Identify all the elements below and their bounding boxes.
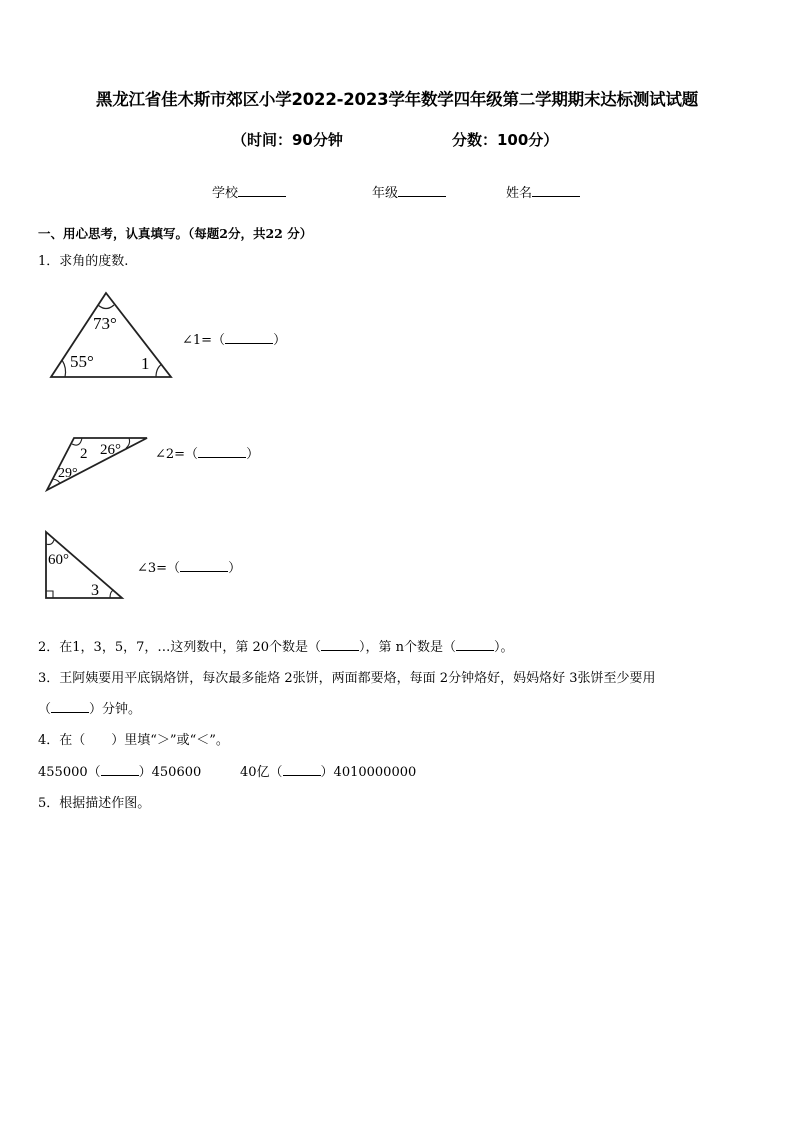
question-2-blank-b[interactable] bbox=[456, 639, 494, 651]
triangle-3-right-angle: 3 bbox=[91, 582, 99, 599]
triangle-2-figure bbox=[44, 434, 150, 494]
answer-2 bbox=[155, 443, 259, 462]
grade-label: 年级 bbox=[372, 186, 399, 201]
triangle-2-upper-angle: 2 bbox=[80, 446, 88, 462]
answer-1-label: ∠1=（ bbox=[182, 333, 226, 348]
question-4-item-a bbox=[38, 761, 201, 780]
question-4-a-right: ）450600 bbox=[138, 765, 202, 780]
question-5: 5．根据描述作图。 bbox=[38, 796, 151, 811]
answer-1-close: ） bbox=[273, 333, 287, 348]
school-label: 学校 bbox=[212, 186, 239, 201]
triangle-1-figure bbox=[46, 290, 176, 382]
question-3-open: （ bbox=[38, 702, 52, 717]
answer-3-close: ） bbox=[228, 561, 242, 576]
question-1: 1．求角的度数. bbox=[38, 254, 129, 269]
question-4-a-left: 455000（ bbox=[38, 765, 101, 780]
triangle-1-top-angle: 73° bbox=[93, 314, 117, 333]
question-3-close: ）分钟。 bbox=[89, 702, 142, 717]
exam-title: 黑龙江省佳木斯市郊区小学2022-2023学年数学四年级第二学期期末达标测试试题 bbox=[95, 90, 699, 109]
triangle-3-figure bbox=[40, 528, 128, 604]
question-2 bbox=[38, 636, 514, 655]
answer-3 bbox=[137, 557, 241, 576]
triangle-3-top-angle: 60° bbox=[48, 552, 69, 568]
exam-score: 分数：100分） bbox=[452, 131, 559, 149]
answer-2-blank[interactable] bbox=[198, 446, 246, 458]
answer-1-blank[interactable] bbox=[225, 332, 273, 344]
answer-2-label: ∠2=（ bbox=[155, 447, 199, 462]
question-4: 4．在（ ）里填“＞”或“＜”。 bbox=[38, 733, 229, 748]
question-2-text-a: 2．在1，3，5，7，…这列数中，第 20个数是（ bbox=[38, 640, 322, 655]
answer-3-label: ∠3=（ bbox=[137, 561, 181, 576]
answer-2-close: ） bbox=[246, 447, 260, 462]
question-4-b-left: 40亿（ bbox=[240, 765, 283, 780]
section-heading: 一、用心思考，认真填写。（每题2分，共22 分） bbox=[38, 226, 313, 241]
question-2-blank-a[interactable] bbox=[321, 639, 359, 651]
triangle-1-right-angle: 1 bbox=[141, 354, 150, 373]
grade-field bbox=[372, 182, 446, 201]
name-field bbox=[506, 182, 580, 201]
question-2-text-c: ）。 bbox=[494, 640, 514, 655]
question-4-b-blank[interactable] bbox=[283, 764, 321, 776]
name-label: 姓名 bbox=[506, 186, 533, 201]
question-4-b-right: ）4010000000 bbox=[320, 765, 417, 780]
triangle-1-left-angle: 55° bbox=[70, 352, 94, 371]
question-3-blank[interactable] bbox=[51, 701, 89, 713]
question-3-line-1: 3．王阿姨要用平底锅烙饼，每次最多能烙 2张饼，两面都要烙，每面 2分钟烙好，妈妈烙好 3张饼至少要用 bbox=[38, 671, 656, 686]
grade-blank[interactable] bbox=[398, 185, 446, 197]
triangle-2-top-angle: 26° bbox=[100, 442, 121, 458]
question-2-text-b: ），第 n个数是（ bbox=[359, 640, 457, 655]
answer-1 bbox=[182, 329, 286, 348]
school-blank[interactable] bbox=[238, 185, 286, 197]
question-3-line-2 bbox=[38, 698, 141, 717]
school-field bbox=[212, 182, 286, 201]
question-4-a-blank[interactable] bbox=[101, 764, 139, 776]
question-4-item-b bbox=[240, 761, 416, 780]
triangle-2-left-angle: 29° bbox=[58, 466, 78, 481]
name-blank[interactable] bbox=[532, 185, 580, 197]
exam-time: （时间：90分钟 bbox=[232, 131, 343, 149]
answer-3-blank[interactable] bbox=[180, 560, 228, 572]
